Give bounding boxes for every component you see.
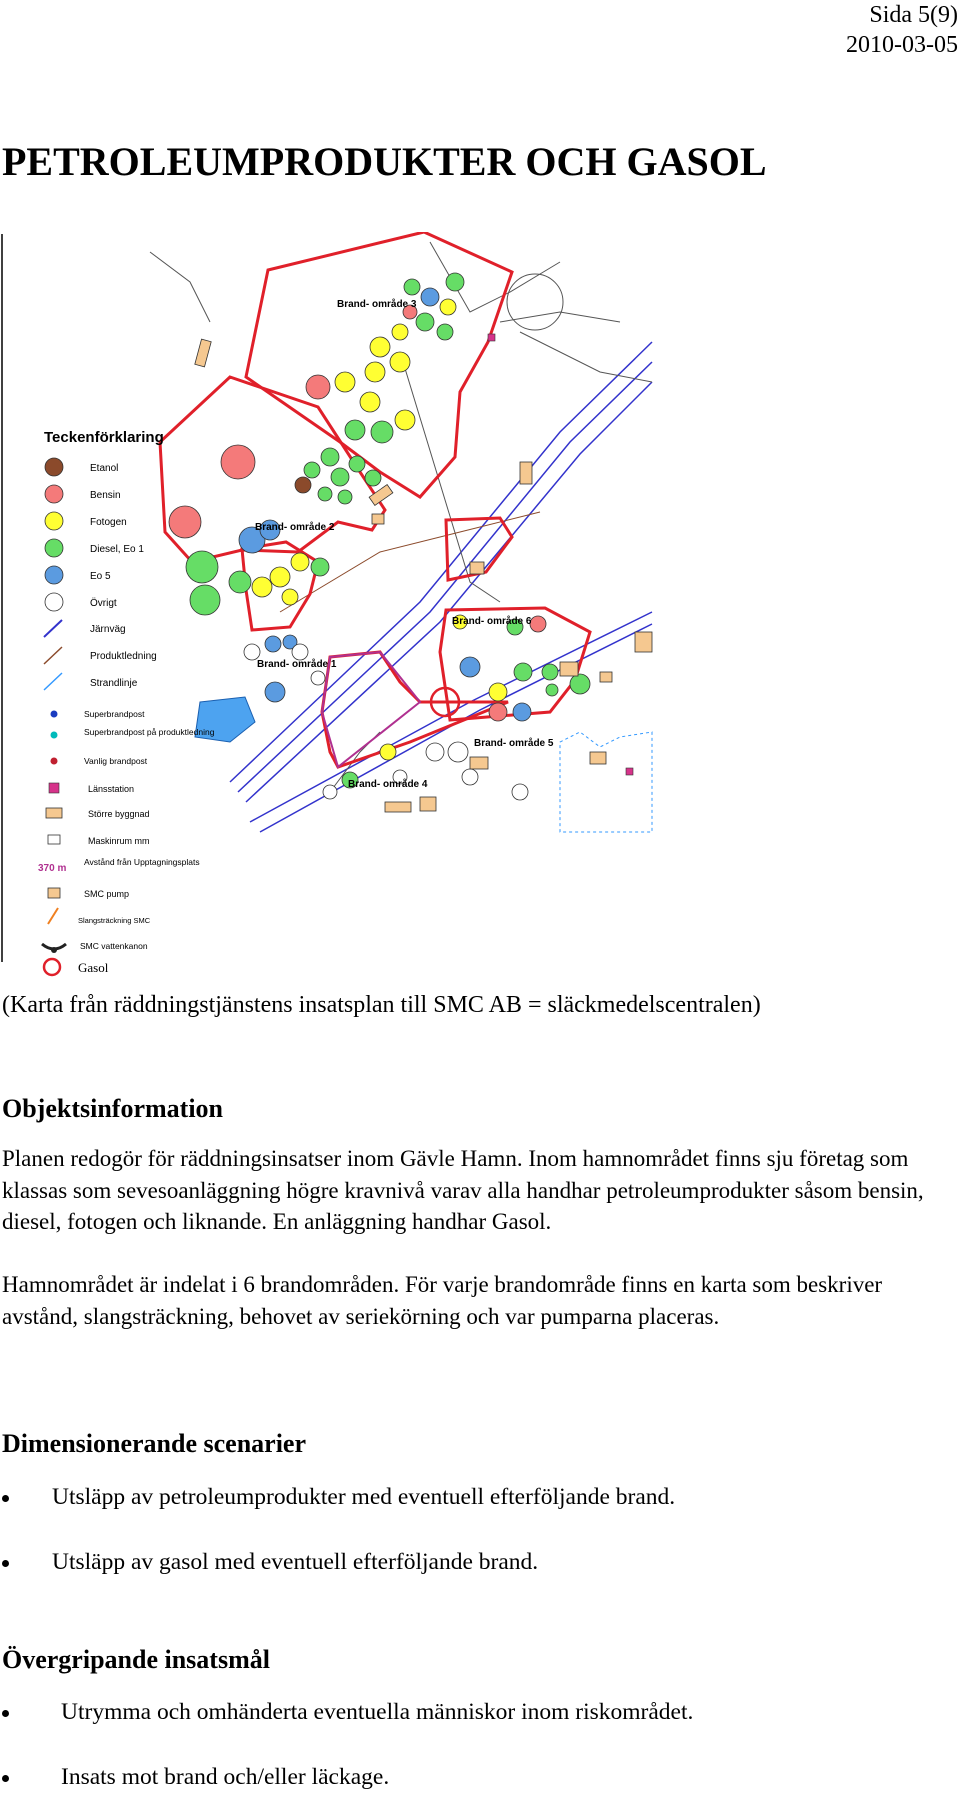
svg-text:SMC vattenkanon: SMC vattenkanon xyxy=(80,941,148,951)
pipeline-line-icon xyxy=(44,647,62,664)
svg-text:Järnväg: Järnväg xyxy=(90,624,126,635)
zone-label-6: Brand- område 6 xyxy=(452,616,532,627)
heading-overgripande-insatsmal: Övergripande insatsmål xyxy=(2,1645,270,1674)
white-circle-icon xyxy=(45,593,63,611)
svg-text:Bensin: Bensin xyxy=(90,490,121,501)
map-caption: (Karta från räddningstjänstens insatsplan till SMC AB = släckmedelscentralen) xyxy=(2,992,761,1018)
svg-text:Gasol: Gasol xyxy=(78,960,109,975)
shoreline-line-icon xyxy=(44,673,62,690)
page-number: Sida 5(9) xyxy=(869,2,958,28)
bullet-icon xyxy=(2,1710,9,1717)
svg-text:Länsstation: Länsstation xyxy=(88,784,135,794)
red-circle-icon xyxy=(45,485,63,503)
hydrant-dot-icon xyxy=(51,758,58,765)
blue-circle-icon xyxy=(45,566,63,584)
svg-text:SMC pump: SMC pump xyxy=(84,889,130,899)
yellow-circle-icon xyxy=(45,512,63,530)
svg-text:Produktledning: Produktledning xyxy=(90,651,157,662)
railway-line-icon xyxy=(44,620,62,637)
svg-text:Vanlig brandpost: Vanlig brandpost xyxy=(84,756,148,766)
zone-label-1: Brand- område 1 xyxy=(257,659,337,670)
page-header xyxy=(846,0,958,60)
harbour-map xyxy=(0,232,655,980)
zone-label-2: Brand- område 2 xyxy=(255,522,335,533)
building-rect-icon xyxy=(46,808,62,818)
svg-text:Superbrandpost: Superbrandpost xyxy=(84,709,145,719)
hose-line-icon xyxy=(48,908,58,924)
svg-text:Övrigt: Övrigt xyxy=(90,598,117,609)
svg-text:Superbrandpost på produktledni: Superbrandpost på produktledning xyxy=(84,727,215,737)
svg-text:Strandlinje: Strandlinje xyxy=(90,678,138,689)
machine-room-rect-icon xyxy=(48,835,60,844)
harbour-map-svg xyxy=(0,232,655,980)
bullet-icon xyxy=(2,1495,9,1502)
svg-text:Fotogen: Fotogen xyxy=(90,517,127,528)
document-title: PETROLEUMPRODUKTER OCH GASOL xyxy=(2,139,767,184)
list-item: Insats mot brand och/eller läckage. xyxy=(0,1762,940,1792)
legend-title: Teckenförklaring xyxy=(44,429,164,446)
superhydrant-dot-icon xyxy=(51,711,58,718)
svg-text:Slangsträckning SMC: Slangsträckning SMC xyxy=(78,916,151,925)
brown-circle-icon xyxy=(45,458,63,476)
svg-text:Avstånd från Upptagningsplats: Avstånd från Upptagningsplats xyxy=(84,857,200,867)
zone-label-5: Brand- område 5 xyxy=(474,738,554,749)
list-item: Utsläpp av gasol med eventuell efterföljande brand. xyxy=(0,1547,940,1577)
zone-label-4: Brand- område 4 xyxy=(348,779,428,790)
superhydrant-pipeline-dot-icon xyxy=(51,732,58,739)
station-square-icon xyxy=(49,783,59,793)
green-circle-icon xyxy=(45,539,63,557)
svg-text:Diesel, Eo 1: Diesel, Eo 1 xyxy=(90,544,144,555)
bullet-icon xyxy=(2,1560,9,1567)
svg-text:Eo 5: Eo 5 xyxy=(90,571,111,582)
bullet-icon xyxy=(2,1775,9,1782)
list-item: Utrymma och omhänderta eventuella människor inom riskområdet. xyxy=(0,1697,940,1727)
list-item: Utsläpp av petroleumprodukter med eventuell efterföljande brand. xyxy=(0,1482,940,1512)
document-date: 2010-03-05 xyxy=(846,32,958,58)
paragraph-objekt-1: Planen redogör för räddningsinsatser inom Gävle Hamn. Inom hamnområdet finns sju företag som klassas som sevesoanläggning högre kravnivå varav alla handhar petroleumprodukter såsom bensin, diesel, fotogen och liknande. En anläggning handhar Gasol. xyxy=(2,1146,924,1234)
svg-text:Etanol: Etanol xyxy=(90,463,119,474)
heading-dimensionerande-scenarier: Dimensionerande scenarier xyxy=(2,1429,307,1458)
svg-text:Maskinrum mm: Maskinrum mm xyxy=(88,836,150,846)
zone-label-3: Brand- område 3 xyxy=(337,299,417,310)
svg-text:Större byggnad: Större byggnad xyxy=(88,809,150,819)
paragraph-objekt-2: Hamnområdet är indelat i 6 brandområden. För varje brandområde finns en karta som beskriver avstånd, slangsträckning, behovet av seriekörning och var pumparna placeras. xyxy=(2,1272,883,1329)
scenario-list xyxy=(0,1482,940,1577)
distance-label-icon: 370 m xyxy=(38,863,67,874)
goal-list xyxy=(0,1697,940,1792)
pump-rect-icon xyxy=(48,888,60,898)
heading-objektsinformation: Objektsinformation xyxy=(2,1094,223,1123)
gasol-ring-icon xyxy=(44,959,60,975)
